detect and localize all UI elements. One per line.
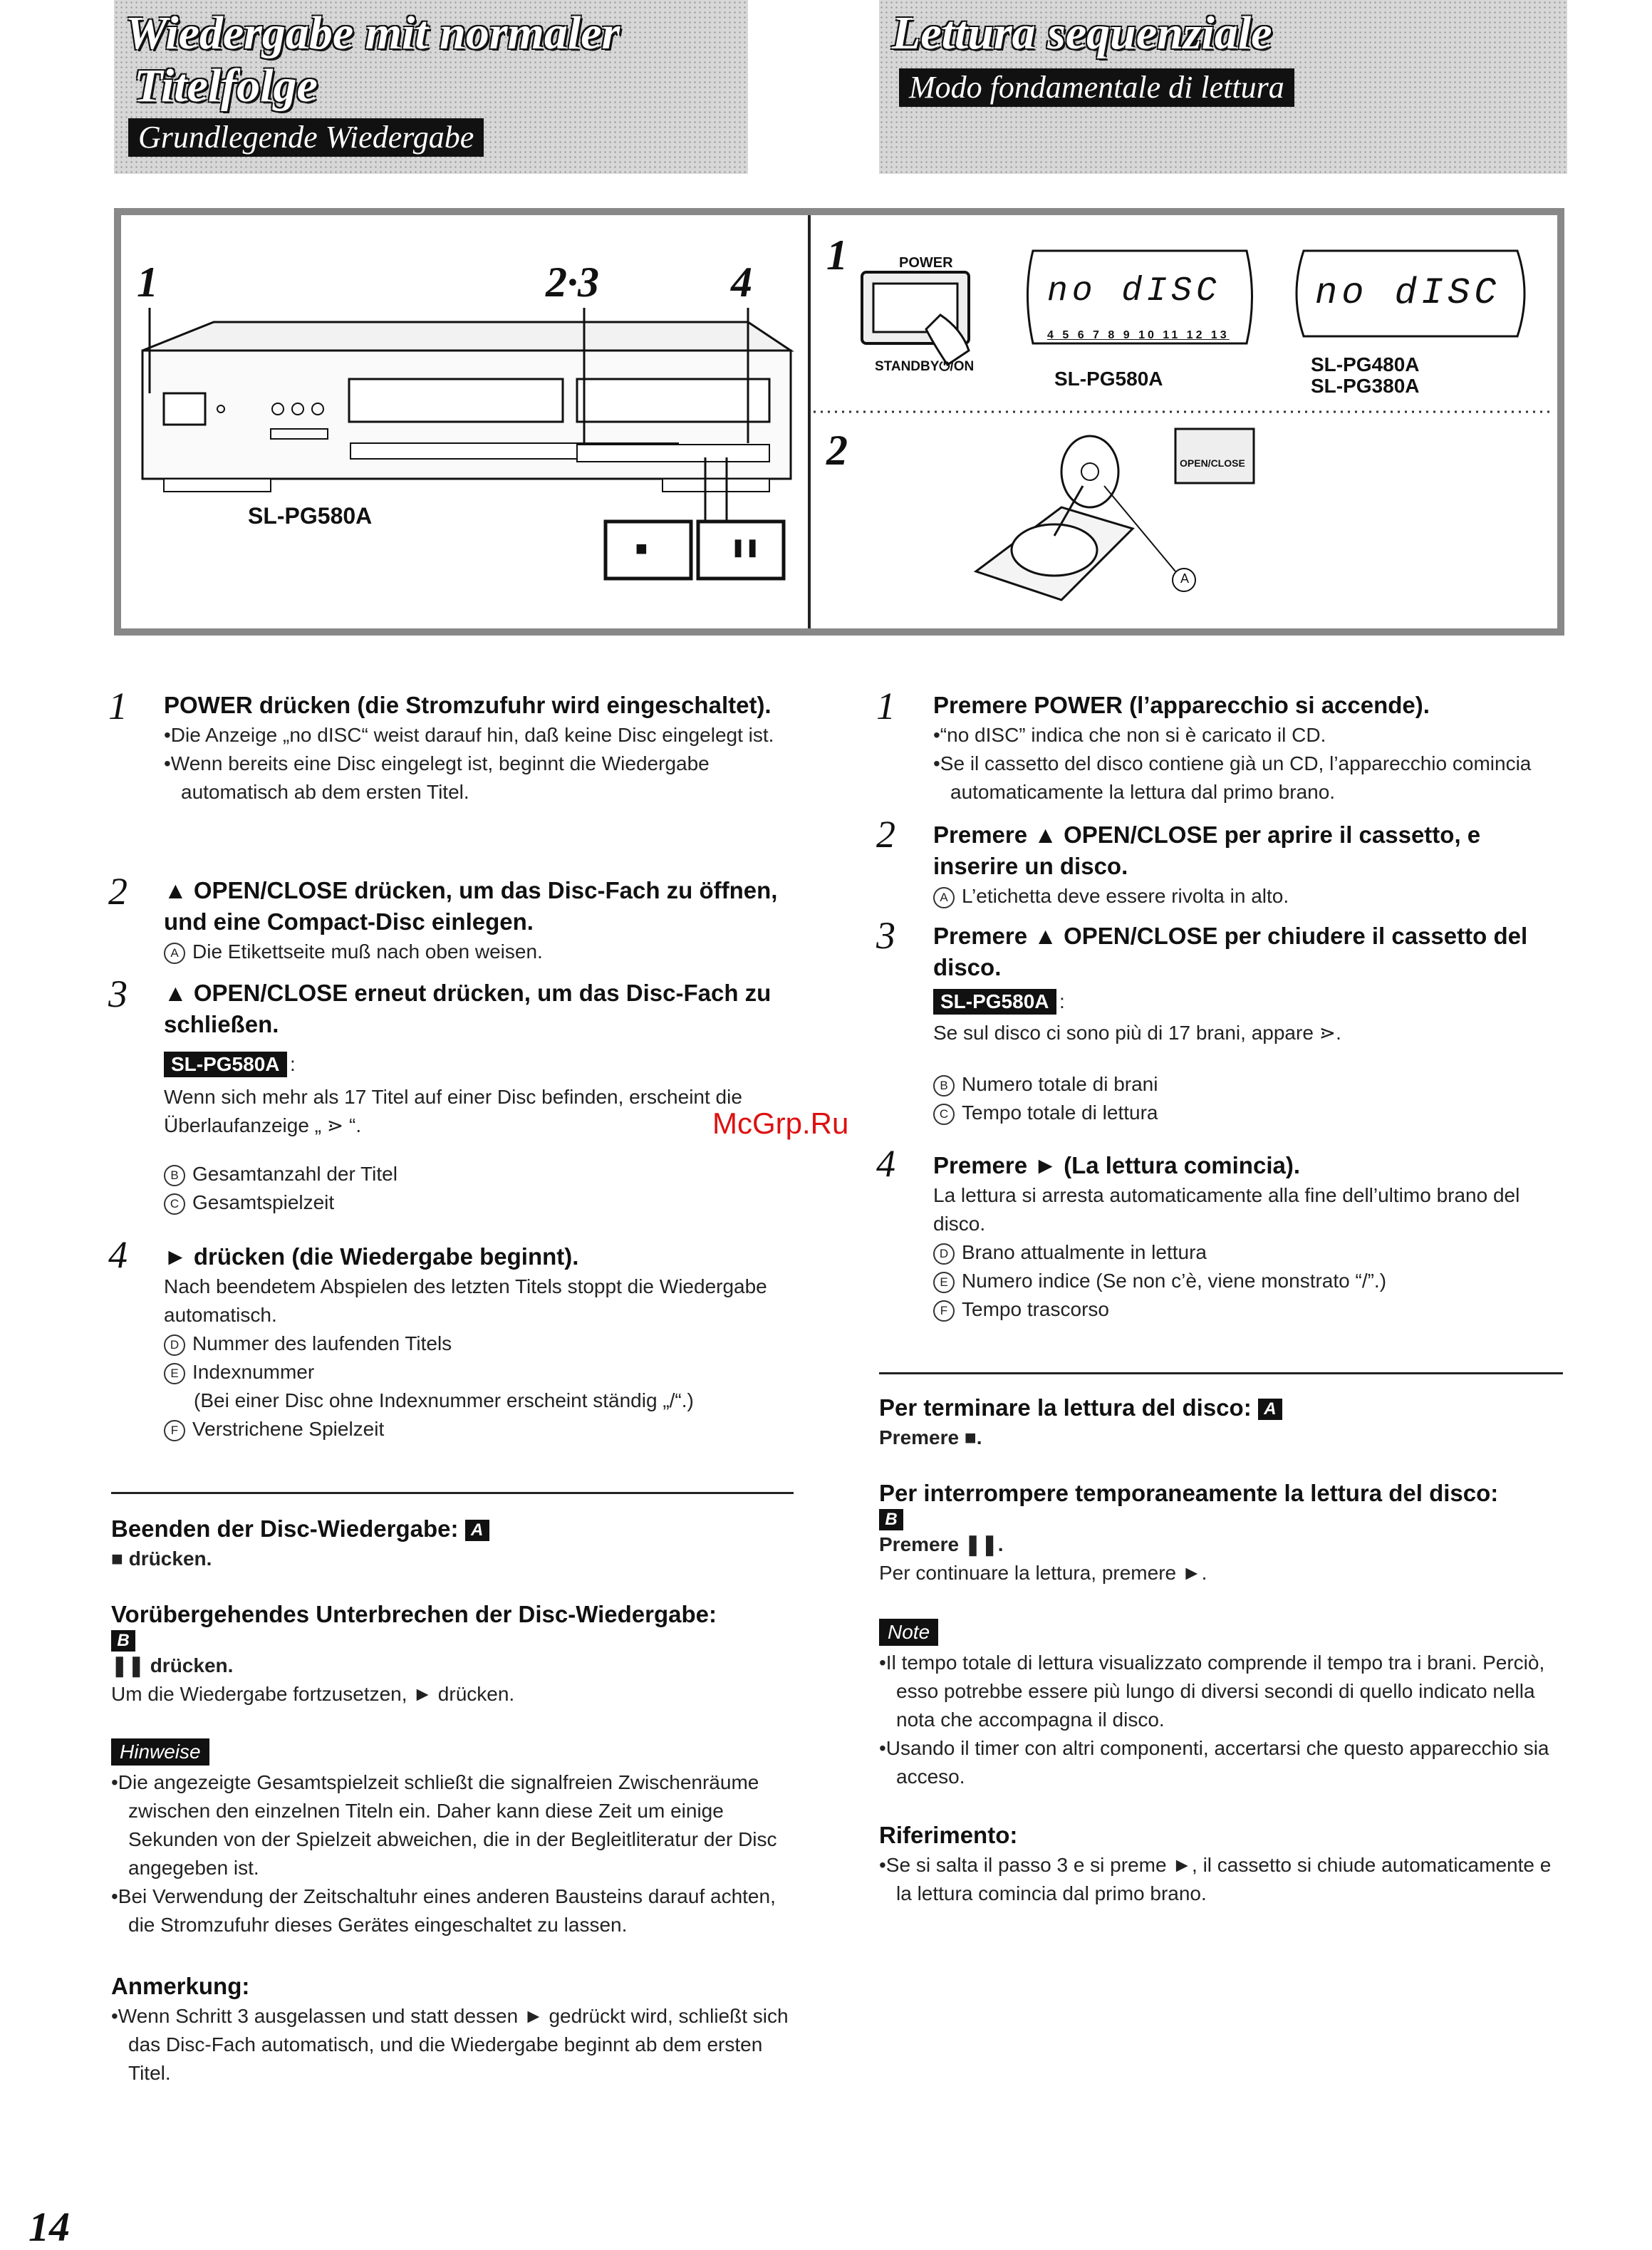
it-step-3	[876, 914, 1569, 1127]
de-pause-text2: Um die Wiedergabe fortzusetzen, ► drücken.	[111, 1683, 515, 1705]
model-tag-colon: :	[289, 1053, 296, 1075]
de-divider	[111, 1492, 794, 1494]
callout-c-marker: C	[164, 1193, 185, 1215]
italian-title: Lettura sequenziale	[892, 7, 1272, 59]
de-step-1	[108, 685, 796, 807]
it-ref-title: Riferimento:	[879, 1822, 1018, 1848]
de-step-3-note-b	[164, 1160, 796, 1188]
de-step-3-text: Wenn sich mehr als 17 Titel auf einer Disc befinden, erscheint die Überlaufanzeige „ ⋗ “.	[164, 1086, 742, 1136]
de-step-2-note-a	[164, 938, 796, 966]
it-step-4-title: Premere ► (La lettura comincia).	[933, 1152, 1300, 1178]
german-title-line1: Wiedergabe mit normaler	[125, 7, 620, 59]
de-step-2-note-a-text: Die Etikettseite muß nach oben weisen.	[192, 940, 543, 963]
de-step-1-bullet-1: •Die Anzeige „no dISC“ weist darauf hin, daß keine Disc eingelegt ist.	[164, 724, 774, 746]
standby-label: STANDBY⏻/ON	[875, 359, 975, 374]
callout-a-marker: A	[164, 943, 185, 964]
it-step-4-note-f	[933, 1295, 1569, 1324]
open-close-label: OPEN/CLOSE	[1180, 457, 1245, 469]
italian-subtitle: Modo fondamentale di lettura	[899, 68, 1294, 107]
it-divider	[879, 1372, 1563, 1374]
it-pause-text: Premere ❚❚.	[879, 1533, 1004, 1555]
german-title-line2: Titelfolge	[134, 60, 318, 112]
callout-d-marker: D	[933, 1243, 955, 1265]
italian-header	[879, 0, 1567, 174]
de-step-3	[108, 973, 796, 1217]
it-step-1-bullet-2: •Se il cassetto del disco contiene già un CD, l’apparecchio comincia automaticamente la lettura dal primo brano.	[933, 752, 1532, 803]
it-stop-title	[879, 1392, 1567, 1424]
it-note-1: •Il tempo totale di lettura visualizzato comprende il tempo tra i brani. Perciò, esso potrebbe essere più lungo di diversi secondi di quello indicato nella nota che accompagna il disco.	[879, 1652, 1545, 1731]
de-step-4-note-d	[164, 1329, 796, 1358]
it-step-3-text: Se sul disco ci sono più di 17 brani, appare ⋗.	[933, 1022, 1341, 1044]
box-a-icon: A	[1258, 1399, 1282, 1420]
it-step-1-number: 1	[876, 685, 895, 727]
callout-a: A	[1180, 571, 1189, 586]
de-pause-section	[111, 1599, 795, 1709]
it-step-3-title: Premere ▲ OPEN/CLOSE per chiudere il cassetto del disco.	[933, 923, 1528, 980]
display-model-380a: SL-PG380A	[1311, 375, 1420, 397]
it-step-2-note-a-text: L’etichetta deve essere rivolta in alto.	[962, 885, 1289, 907]
it-step-4-note-d-text: Brano attualmente in lettura	[962, 1241, 1207, 1263]
it-note-2: •Usando il timer con altri componenti, accertarsi che questo apparecchio sia acceso.	[879, 1737, 1549, 1788]
track-number-row: 4 5 6 7 8 9 10 11 12 13	[1047, 329, 1230, 341]
player-model-label: SL-PG580A	[248, 503, 373, 529]
page-number: 14	[28, 2204, 70, 2250]
callout-step-4: 4	[731, 259, 752, 306]
de-step-1-number: 1	[108, 685, 128, 727]
it-ref-section	[879, 1820, 1567, 1908]
de-notes-section	[111, 1738, 795, 1939]
it-step-3-note-c	[933, 1099, 1569, 1127]
box-b-icon: B	[879, 1509, 903, 1530]
de-stop-title-text: Beenden der Disc-Wiedergabe:	[111, 1515, 459, 1542]
de-notes-tag: Hinweise	[111, 1738, 209, 1766]
de-remark-section	[111, 1971, 795, 2088]
it-stop-text: Premere ■.	[879, 1426, 982, 1448]
it-step-3-note-b	[933, 1070, 1569, 1099]
de-step-3-note-c	[164, 1188, 796, 1217]
it-step-2-title: Premere ▲ OPEN/CLOSE per aprire il cassetto, e inserire un disco.	[933, 821, 1481, 879]
it-step-1	[876, 685, 1569, 807]
german-subtitle: Grundlegende Wiedergabe	[128, 118, 484, 157]
model-tag: SL-PG580A	[164, 1052, 287, 1077]
display-text-480a: no dISC	[1315, 272, 1501, 314]
it-step-4-note-e-text: Numero indice (Se non c’è, viene monstrato “/”.)	[962, 1270, 1387, 1292]
model-tag: SL-PG580A	[933, 989, 1056, 1015]
callout-c-marker: C	[933, 1104, 955, 1125]
callout-a-marker: A	[933, 887, 955, 908]
it-step-2-note-a	[933, 882, 1569, 911]
de-step-4-note-d-text: Nummer des laufenden Titels	[192, 1332, 452, 1354]
it-step-4-note-d	[933, 1238, 1569, 1267]
watermark: McGrp.Ru	[712, 1106, 849, 1140]
box-a-icon: A	[465, 1520, 489, 1541]
it-step-1-bullet-1: •“no dISC” indica che non si è caricato il CD.	[933, 724, 1326, 746]
de-pause-text: ❚❚ drücken.	[111, 1654, 234, 1676]
de-step-2-title: ▲ OPEN/CLOSE drücken, um das Disc-Fach zu öffnen, und eine Compact-Disc einlegen.	[164, 877, 778, 935]
model-tag-colon: :	[1059, 990, 1065, 1012]
de-step-4-note-e-text: Indexnummer	[192, 1361, 315, 1383]
it-stop-title-text: Per terminare la lettura del disco:	[879, 1394, 1252, 1421]
it-step-3-note-c-text: Tempo totale di lettura	[962, 1101, 1158, 1124]
it-step-2	[876, 813, 1569, 911]
power-label: POWER	[899, 255, 953, 271]
it-step-3-note-b-text: Numero totale di brani	[962, 1073, 1158, 1095]
de-step-1-bullet-2: •Wenn bereits eine Disc eingelegt ist, beginnt die Wiedergabe automatisch ab dem ersten Titel.	[164, 752, 710, 803]
de-pause-title: Vorübergehendes Unterbrechen der Disc-Wiedergabe:	[111, 1601, 717, 1627]
de-stop-text: ■ drücken.	[111, 1547, 212, 1570]
callout-step-2-3: 2·3	[546, 259, 599, 306]
de-remark-text: •Wenn Schritt 3 ausgelassen und statt dessen ► gedrückt wird, schließt sich das Disc-Fach automatisch, und die Wiedergabe beginnt ab dem ersten Titel.	[111, 2005, 789, 2084]
right-step-1: 1	[826, 232, 848, 279]
illustration-panel	[114, 208, 1564, 636]
de-step-2	[108, 870, 796, 966]
display-text-580a: no dISC	[1047, 272, 1221, 311]
display-model-580a: SL-PG580A	[1054, 368, 1163, 390]
callout-f-marker: F	[164, 1420, 185, 1441]
callout-e-marker: E	[164, 1363, 185, 1384]
it-step-4	[876, 1142, 1569, 1324]
it-step-2-number: 2	[876, 813, 895, 856]
it-ref-text: •Se si salta il passo 3 e si preme ►, il cassetto si chiude automaticamente e la lettura comincia dal primo brano.	[879, 1854, 1552, 1904]
it-notes-section	[879, 1619, 1567, 1791]
de-step-4	[108, 1233, 796, 1443]
right-step-2: 2	[826, 427, 848, 474]
de-note-1: •Die angezeigte Gesamtspielzeit schließt die signalfreien Zwischenräume zwischen den einzelnen Titeln ein. Daher kann diese Zeit um einige Sekunden von der Spielzeit abweichen, die in der Begleitliteratur der Disc angegeben ist.	[111, 1771, 777, 1879]
de-step-3-number: 3	[108, 973, 128, 1015]
box-b-icon: B	[111, 1630, 135, 1652]
it-pause-box-row	[879, 1509, 1567, 1530]
it-pause-section	[879, 1478, 1567, 1587]
de-step-3-title: ▲ OPEN/CLOSE erneut drücken, um das Disc-Fach zu schließen.	[164, 980, 772, 1037]
callout-b-marker: B	[164, 1165, 185, 1186]
it-pause-title: Per interrompere temporaneamente la lettura del disco:	[879, 1480, 1499, 1506]
de-pause-box-row	[111, 1630, 795, 1652]
de-step-2-number: 2	[108, 870, 128, 913]
de-step-3-note-c-text: Gesamtspielzeit	[192, 1191, 335, 1213]
it-step-1-title: Premere POWER (l’apparecchio si accende).	[933, 692, 1430, 718]
de-step-4-note-e2: (Bei einer Disc ohne Indexnummer erscheint ständig „/“.)	[194, 1389, 694, 1411]
de-step-4-number: 4	[108, 1233, 128, 1276]
de-stop-title	[111, 1513, 795, 1545]
it-pause-text2: Per continuare la lettura, premere ►.	[879, 1562, 1207, 1584]
callout-step-1: 1	[137, 259, 158, 306]
it-step-4-number: 4	[876, 1142, 895, 1185]
callout-d-marker: D	[164, 1334, 185, 1356]
pause-button-symbol: ❚❚	[731, 538, 760, 557]
de-step-1-title: POWER drücken (die Stromzufuhr wird eingeschaltet).	[164, 692, 772, 718]
de-remark-title: Anmerkung:	[111, 1973, 250, 1999]
de-step-3-note-b-text: Gesamtanzahl der Titel	[192, 1163, 398, 1185]
de-step-4-title: ► drücken (die Wiedergabe beginnt).	[164, 1243, 579, 1270]
callout-f-marker: F	[933, 1300, 955, 1322]
de-stop-section	[111, 1513, 795, 1573]
display-model-480a: SL-PG480A	[1311, 353, 1420, 375]
it-step-4-note-f-text: Tempo trascorso	[962, 1298, 1109, 1320]
de-step-4-note-f-text: Verstrichene Spielzeit	[192, 1418, 385, 1440]
de-step-4-note-e	[164, 1358, 796, 1386]
german-header	[114, 0, 748, 174]
it-step-3-number: 3	[876, 914, 895, 957]
de-step-4-text: Nach beendetem Abspielen des letzten Titels stoppt die Wiedergabe automatisch.	[164, 1275, 767, 1326]
callout-e-marker: E	[933, 1272, 955, 1293]
it-step-4-text: La lettura si arresta automaticamente alla fine dell’ultimo brano del disco.	[933, 1184, 1520, 1235]
it-notes-tag: Note	[879, 1619, 938, 1646]
it-step-4-note-e	[933, 1267, 1569, 1295]
de-note-2: •Bei Verwendung der Zeitschaltuhr eines anderen Bausteins darauf achten, die Stromzufuhr dieses Gerätes eingeschaltet zu lassen.	[111, 1885, 776, 1936]
stop-button-symbol: ■	[635, 537, 648, 559]
it-stop-section	[879, 1392, 1567, 1452]
callout-b-marker: B	[933, 1075, 955, 1097]
de-step-4-note-f	[164, 1415, 796, 1443]
